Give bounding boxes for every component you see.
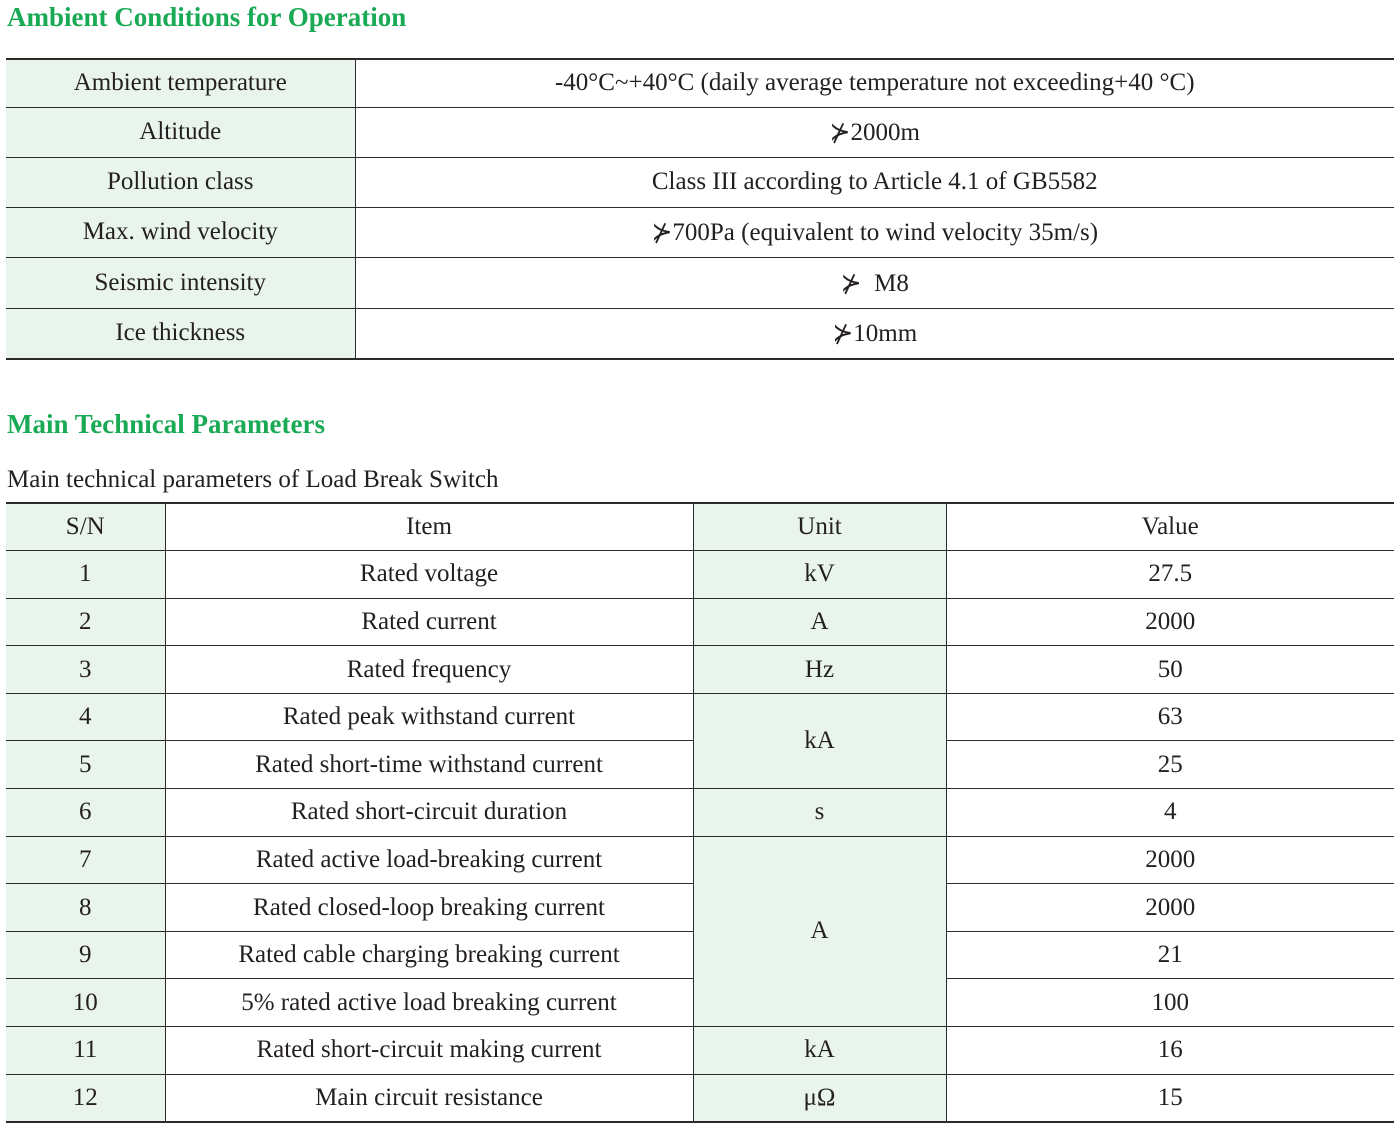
table-row [6, 1074, 1394, 1122]
row-sn: 8 [6, 884, 165, 932]
row-sn: 11 [6, 1027, 165, 1075]
row-sn: 4 [6, 693, 165, 741]
table-row [6, 836, 1394, 884]
main-parameters-section-title: Main Technical Parameters [7, 409, 325, 439]
row-value: 16 [946, 1027, 1394, 1075]
row-unit: μΩ [693, 1074, 946, 1122]
row-value: 2000 [946, 836, 1394, 884]
row-sn: 12 [6, 1074, 165, 1122]
table-row [6, 551, 1394, 599]
table-row [6, 59, 1394, 107]
table-row [6, 207, 1394, 257]
row-sn: 9 [6, 931, 165, 979]
row-item: Rated frequency [165, 646, 693, 694]
table-row [6, 257, 1394, 308]
ambient-label-pollution: Pollution class [6, 157, 355, 207]
row-sn: 6 [6, 789, 165, 837]
ambient-label-wind: Max. wind velocity [6, 207, 355, 257]
table-row [6, 693, 1394, 741]
parameters-table-caption: Main technical parameters of Load Break Switch [7, 466, 499, 493]
table-row [6, 789, 1394, 837]
header-item: Item [165, 503, 693, 551]
row-unit: A [693, 598, 946, 646]
ambient-value-seismic: ⊁ M8 [355, 257, 1394, 308]
row-value: 27.5 [946, 551, 1394, 599]
row-unit-merged: A [693, 836, 946, 1026]
row-item: Rated short-circuit duration [165, 789, 693, 837]
row-unit-merged: kA [693, 693, 946, 788]
row-item: Rated active load-breaking current [165, 836, 693, 884]
row-unit: kA [693, 1027, 946, 1075]
ambient-label-temperature: Ambient temperature [6, 59, 355, 107]
table-row [6, 157, 1394, 207]
ambient-value-wind: ⊁700Pa (equivalent to wind velocity 35m/s) [355, 207, 1394, 257]
row-item: Rated closed-loop breaking current [165, 884, 693, 932]
row-value: 25 [946, 741, 1394, 789]
row-sn: 7 [6, 836, 165, 884]
ambient-value-temperature: -40°C~+40°C (daily average temperature not exceeding+40 °C) [355, 59, 1394, 107]
header-sn: S/N [6, 503, 165, 551]
row-unit: kV [693, 551, 946, 599]
row-sn: 3 [6, 646, 165, 694]
ambient-value-altitude: ⊁2000m [355, 107, 1394, 157]
row-value: 100 [946, 979, 1394, 1027]
table-row [6, 308, 1394, 359]
row-unit: Hz [693, 646, 946, 694]
row-value: 63 [946, 693, 1394, 741]
row-item: Rated short-time withstand current [165, 741, 693, 789]
row-value: 21 [946, 931, 1394, 979]
ambient-label-ice: Ice thickness [6, 308, 355, 359]
table-header-row [6, 503, 1394, 551]
table-row [6, 1027, 1394, 1075]
row-value: 2000 [946, 884, 1394, 932]
row-item: Main circuit resistance [165, 1074, 693, 1122]
row-item: Rated peak withstand current [165, 693, 693, 741]
ambient-conditions-table [6, 58, 1394, 360]
row-item: Rated current [165, 598, 693, 646]
row-value: 2000 [946, 598, 1394, 646]
ambient-section-title: Ambient Conditions for Operation [7, 2, 407, 32]
row-item: Rated voltage [165, 551, 693, 599]
row-value: 50 [946, 646, 1394, 694]
ambient-value-ice: ⊁10mm [355, 308, 1394, 359]
ambient-value-pollution: Class III according to Article 4.1 of GB5582 [355, 157, 1394, 207]
row-sn: 1 [6, 551, 165, 599]
ambient-label-seismic: Seismic intensity [6, 257, 355, 308]
row-item: Rated cable charging breaking current [165, 931, 693, 979]
row-sn: 5 [6, 741, 165, 789]
row-item: 5% rated active load breaking current [165, 979, 693, 1027]
ambient-label-altitude: Altitude [6, 107, 355, 157]
table-row [6, 107, 1394, 157]
technical-parameters-table [6, 502, 1394, 1123]
row-unit: s [693, 789, 946, 837]
row-value: 4 [946, 789, 1394, 837]
row-sn: 10 [6, 979, 165, 1027]
row-item: Rated short-circuit making current [165, 1027, 693, 1075]
row-value: 15 [946, 1074, 1394, 1122]
table-row [6, 598, 1394, 646]
table-row [6, 646, 1394, 694]
header-unit: Unit [693, 503, 946, 551]
row-sn: 2 [6, 598, 165, 646]
header-value: Value [946, 503, 1394, 551]
